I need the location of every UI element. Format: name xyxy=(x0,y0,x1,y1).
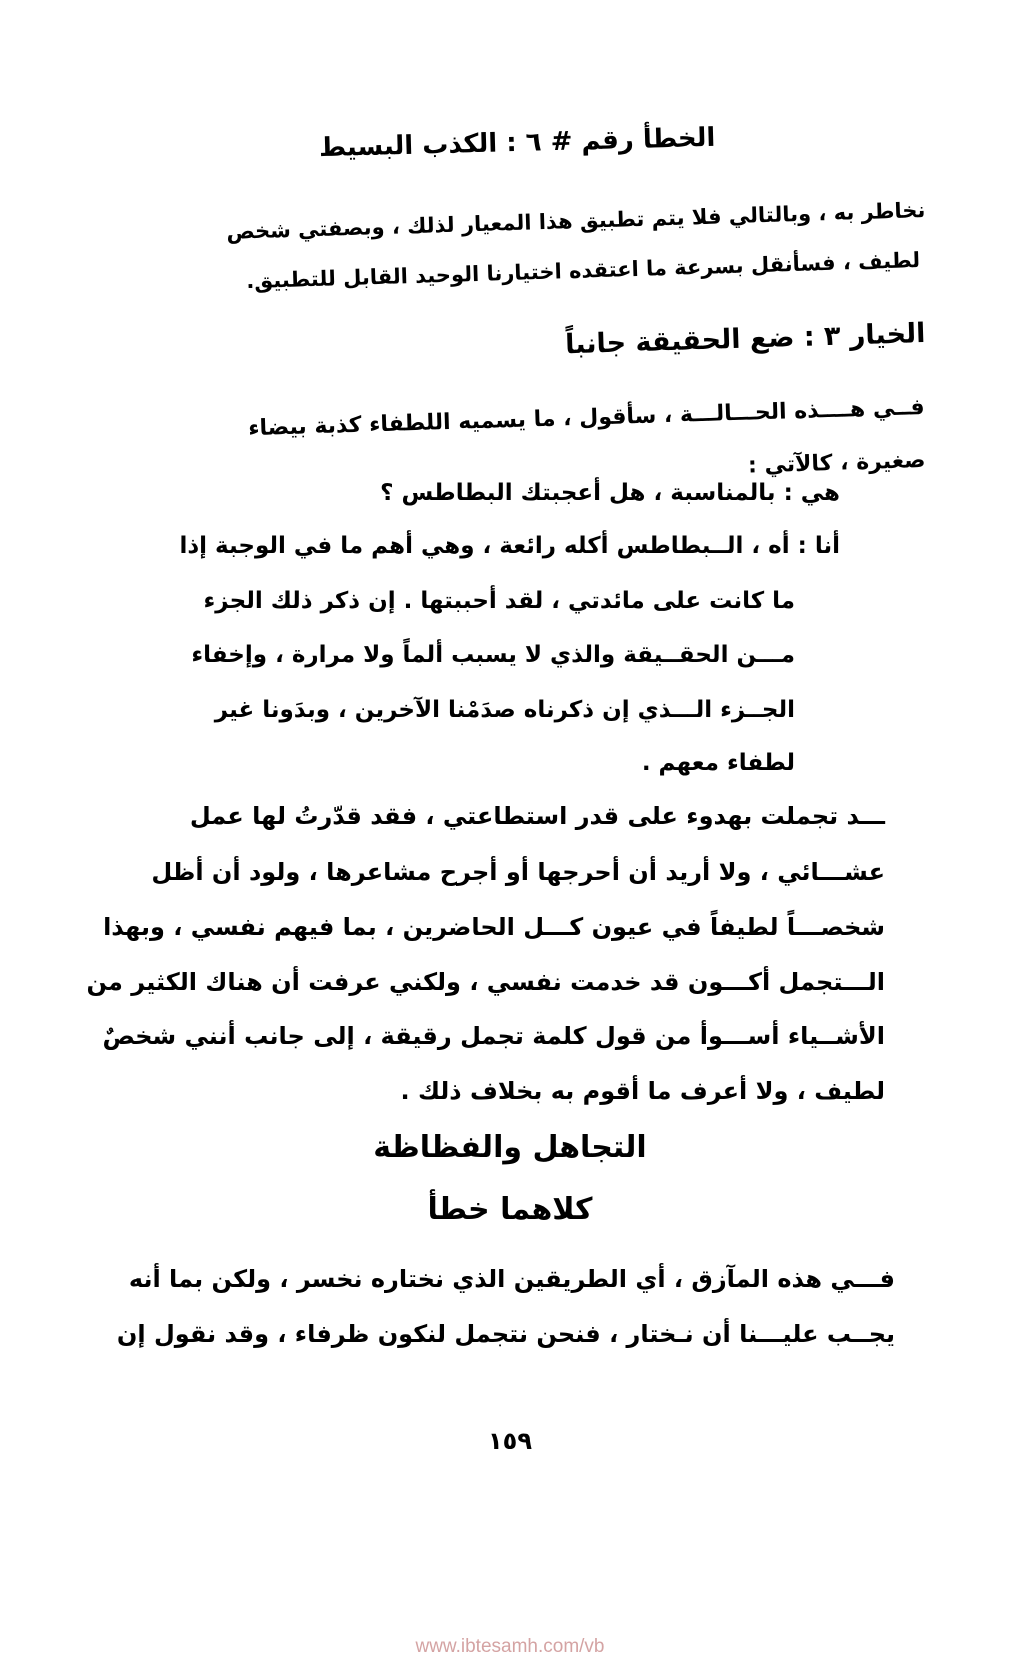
paragraph-line: لطيف ، ولا أعرف ما أقوم به بخلاف ذلك . xyxy=(400,1077,885,1105)
paragraph-line: صغيرة ، كالآتي : xyxy=(747,448,926,479)
section-subheading: كلاهما خطأ xyxy=(427,1192,593,1227)
paragraph-line: يجــب عليـــنا أن نـختار ، فنحن نتجمل لنكون ظرفاء ، وقد نقول إن xyxy=(116,1320,895,1348)
paragraph-line: الأشــياء أســـوأ من قول كلمة تجمل رقيقة ، إلى جانب أنني شخصٌ xyxy=(102,1022,885,1050)
dialogue-line: مـــن الحقــيقة والذي لا يسبب ألماً ولا مرارة ، وإخفاء xyxy=(191,642,795,668)
paragraph-line: فـــي هذه المآزق ، أي الطريقين الذي نختاره نخسر ، ولكن بما أنه xyxy=(128,1265,895,1293)
paragraph-line: عشـــائي ، ولا أريد أن أحرجها أو أجرح مشاعرها ، ولود أن أظل xyxy=(151,858,885,886)
dialogue-line: ما كانت على مائدتي ، لقد أحببتها . إن ذكر ذلك الجزء xyxy=(203,588,795,614)
dialogue-line: الجــزء الـــذي إن ذكرناه صدَمْنا الآخرين ، وبدَونا غير xyxy=(214,697,795,723)
dialogue-line-me: أنا : أه ، الــبطاطس أكله رائعة ، وهي أهم ما في الوجبة إذا xyxy=(179,533,840,559)
watermark-url: www.ibtesamh.com/vb xyxy=(415,1636,605,1657)
paragraph-line: لطيف ، فسأنقل بسرعة ما اعتقده اختيارنا الوحيد القابل للتطبيق. xyxy=(245,248,921,294)
dialogue-line: لطفاء معهم . xyxy=(641,750,795,776)
dialogue-line-her: هي : بالمناسبة ، هل أعجبتك البطاطس ؟ xyxy=(380,480,840,506)
paragraph-line: فــي هــــذه الحـــالـــة ، سأقول ، ما يسميه اللطفاء كذبة بيضاء xyxy=(248,395,926,442)
paragraph-line: ـــد تجملت بهدوء على قدر استطاعتي ، فقد قدّرتُ لها عمل xyxy=(189,802,885,830)
section-heading: التجاهل والفظاظة xyxy=(373,1130,647,1165)
paragraph-line: نخاطر به ، وبالتالي فلا يتم تطبيق هذا المعيار لذلك ، وبصفتي شخص xyxy=(225,198,926,244)
page-number: ١٥٩ xyxy=(488,1427,532,1455)
paragraph-line: الـــتجمل أكـــون قد خدمت نفسي ، ولكني عرفت أن هناك الكثير من xyxy=(86,968,885,996)
running-title: الخطأ رقم # ٦ : الكذب البسيط xyxy=(318,122,716,164)
option-heading: الخيار ٣ : ضع الحقيقة جانباً xyxy=(564,318,926,361)
paragraph-line: شخصـــاً لطيفاً في عيون كـــل الحاضرين ، بما فيهم نفسي ، وبهذا xyxy=(103,913,885,941)
